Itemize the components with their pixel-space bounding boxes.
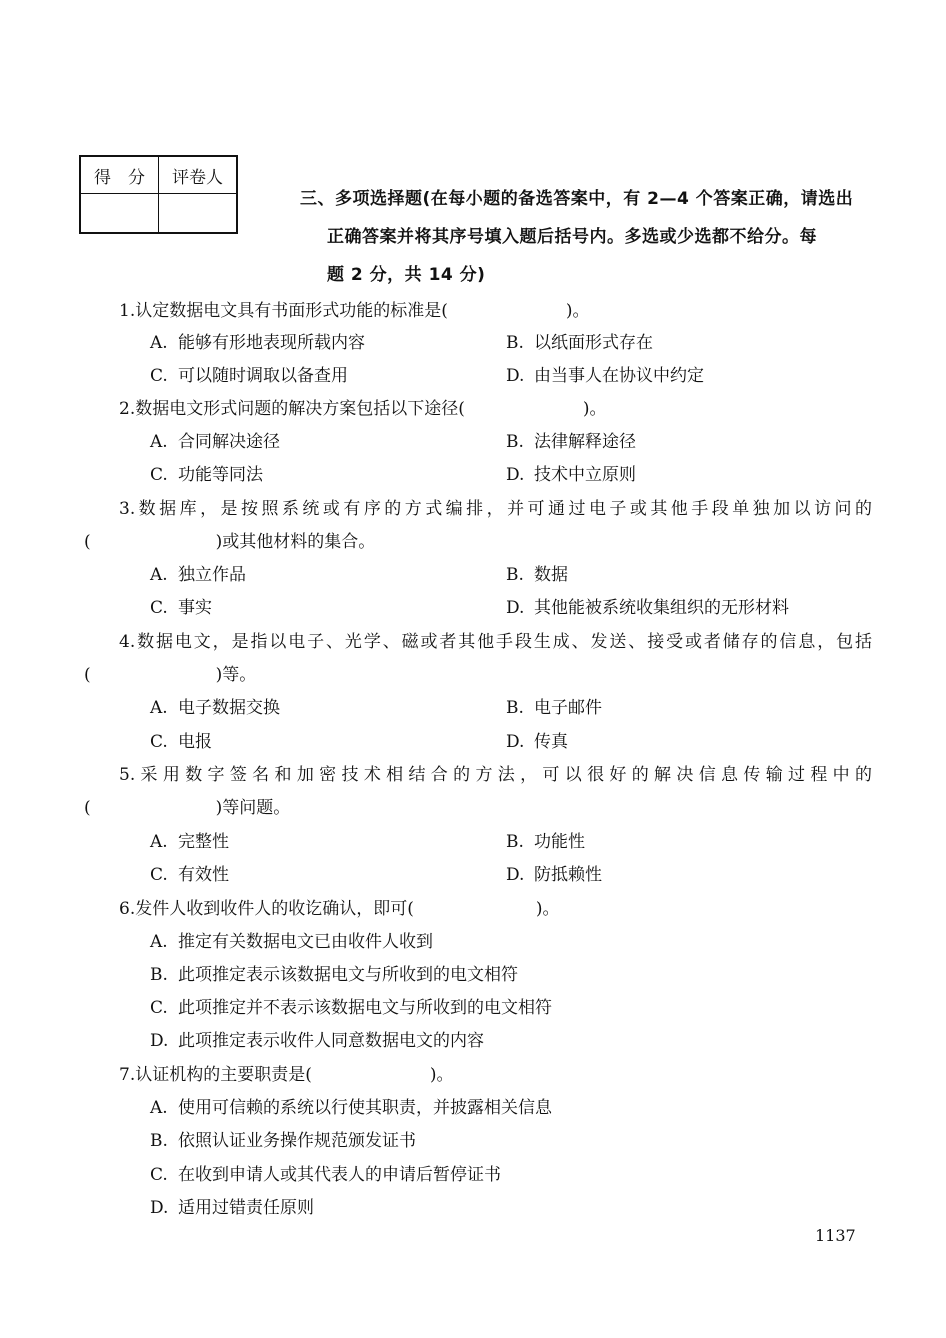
question-2-stem bbox=[119, 393, 872, 426]
option-label: C. bbox=[150, 598, 168, 618]
option-3d[interactable] bbox=[506, 592, 789, 625]
option-7c[interactable] bbox=[150, 1159, 501, 1192]
option-3c[interactable] bbox=[150, 592, 212, 625]
option-text: 法律解释途径 bbox=[534, 432, 636, 452]
option-text: 事实 bbox=[178, 598, 212, 618]
option-label: D. bbox=[506, 366, 525, 386]
section-line-1: 三、多项选择题(在每小题的备选答案中，有 2—4 个答案正确，请选出 bbox=[300, 189, 854, 209]
option-label: D. bbox=[506, 465, 525, 485]
question-5-stem: 5.采用数字签名和加密技术相结合的方法，可以很好的解决信息传输过程中的 bbox=[119, 765, 872, 785]
option-5a[interactable] bbox=[150, 826, 229, 859]
option-text: 适用过错责任原则 bbox=[178, 1198, 314, 1218]
option-label: C. bbox=[150, 366, 168, 386]
option-2b[interactable] bbox=[506, 426, 636, 459]
question-text-end: )等。 bbox=[215, 665, 257, 685]
option-1c[interactable] bbox=[150, 360, 348, 393]
question-6-stem bbox=[119, 893, 872, 926]
question-text: 1.认定数据电文具有书面形式功能的标准是( bbox=[119, 301, 448, 321]
option-label: B. bbox=[506, 432, 524, 452]
option-label: B. bbox=[506, 333, 524, 353]
option-text: 能够有形地表现所载内容 bbox=[178, 333, 365, 353]
question-text-end: )。 bbox=[565, 301, 590, 321]
option-text: 技术中立原则 bbox=[534, 465, 636, 485]
option-label: C. bbox=[150, 865, 168, 885]
option-text: 电子邮件 bbox=[534, 698, 602, 718]
option-text: 功能性 bbox=[534, 832, 585, 852]
option-6c[interactable] bbox=[150, 992, 552, 1025]
option-label: D. bbox=[506, 732, 525, 752]
option-label: C. bbox=[150, 732, 168, 752]
option-text: 防抵赖性 bbox=[534, 865, 602, 885]
option-label: B. bbox=[150, 1131, 168, 1151]
page-number: 1137 bbox=[815, 1226, 856, 1245]
option-text: 其他能被系统收集组织的无形材料 bbox=[534, 598, 789, 618]
score-box bbox=[79, 155, 238, 234]
option-2c[interactable] bbox=[150, 459, 263, 492]
option-label: A. bbox=[150, 698, 168, 718]
option-label: A. bbox=[150, 1098, 168, 1118]
option-2d[interactable] bbox=[506, 459, 636, 492]
open-paren: ( bbox=[84, 532, 91, 552]
option-label: A. bbox=[150, 565, 168, 585]
question-3-continuation bbox=[84, 526, 375, 559]
question-7-stem bbox=[119, 1059, 872, 1092]
option-text: 以纸面形式存在 bbox=[534, 333, 653, 353]
section-line-3: 题 2 分，共 14 分) bbox=[327, 265, 486, 285]
option-label: C. bbox=[150, 1165, 168, 1185]
question-text-end: )。 bbox=[535, 899, 560, 919]
option-label: D. bbox=[506, 865, 525, 885]
option-label: B. bbox=[150, 965, 168, 985]
option-text: 依照认证业务操作规范颁发证书 bbox=[178, 1131, 416, 1151]
option-4a[interactable] bbox=[150, 692, 280, 725]
option-3b[interactable] bbox=[506, 559, 568, 592]
option-text: 传真 bbox=[534, 732, 568, 752]
option-text: 推定有关数据电文已由收件人收到 bbox=[178, 932, 433, 952]
question-text: 7.认证机构的主要职责是( bbox=[119, 1065, 312, 1085]
option-text: 电子数据交换 bbox=[178, 698, 280, 718]
option-label: A. bbox=[150, 932, 168, 952]
option-1b[interactable] bbox=[506, 327, 653, 360]
question-4-continuation bbox=[84, 659, 256, 692]
option-text: 此项推定表示该数据电文与所收到的电文相符 bbox=[178, 965, 518, 985]
question-3-stem: 3.数据库，是按照系统或有序的方式编排，并可通过电子或其他手段单独加以访问的 bbox=[119, 499, 872, 519]
option-label: B. bbox=[506, 698, 524, 718]
option-label: A. bbox=[150, 333, 168, 353]
option-text: 此项推定表示收件人同意数据电文的内容 bbox=[178, 1031, 484, 1051]
option-text: 由当事人在协议中约定 bbox=[534, 366, 704, 386]
open-paren: ( bbox=[84, 798, 91, 818]
option-2a[interactable] bbox=[150, 426, 280, 459]
score-label: 得 分 bbox=[80, 156, 159, 194]
option-text: 功能等同法 bbox=[178, 465, 263, 485]
option-4b[interactable] bbox=[506, 692, 602, 725]
question-1-stem bbox=[119, 295, 872, 328]
option-label: D. bbox=[506, 598, 525, 618]
option-label: D. bbox=[150, 1198, 169, 1218]
option-7b[interactable] bbox=[150, 1125, 416, 1158]
option-4d[interactable] bbox=[506, 726, 568, 759]
option-label: D. bbox=[150, 1031, 169, 1051]
option-text: 数据 bbox=[534, 565, 568, 585]
option-text: 使用可信赖的系统以行使其职责，并披露相关信息 bbox=[178, 1098, 552, 1118]
option-text: 在收到申请人或其代表人的申请后暂停证书 bbox=[178, 1165, 501, 1185]
grader-field[interactable] bbox=[159, 194, 238, 234]
option-7a[interactable] bbox=[150, 1092, 552, 1125]
score-field[interactable] bbox=[80, 194, 159, 234]
option-label: A. bbox=[150, 432, 168, 452]
question-text: 6.发件人收到收件人的收讫确认，即可( bbox=[119, 899, 414, 919]
option-label: A. bbox=[150, 832, 168, 852]
open-paren: ( bbox=[84, 665, 91, 685]
option-1d[interactable] bbox=[506, 360, 704, 393]
option-text: 合同解决途径 bbox=[178, 432, 280, 452]
option-3a[interactable] bbox=[150, 559, 246, 592]
option-text: 此项推定并不表示该数据电文与所收到的电文相符 bbox=[178, 998, 552, 1018]
section-line-2: 正确答案并将其序号填入题后括号内。多选或少选都不给分。每 bbox=[327, 227, 817, 247]
option-label: B. bbox=[506, 832, 524, 852]
option-6a[interactable] bbox=[150, 926, 433, 959]
option-text: 完整性 bbox=[178, 832, 229, 852]
option-6b[interactable] bbox=[150, 959, 518, 992]
option-5c[interactable] bbox=[150, 859, 229, 892]
option-label: C. bbox=[150, 465, 168, 485]
grader-label: 评卷人 bbox=[159, 156, 238, 194]
option-5b[interactable] bbox=[506, 826, 585, 859]
option-text: 电报 bbox=[178, 732, 212, 752]
option-text: 有效性 bbox=[178, 865, 229, 885]
option-7d[interactable] bbox=[150, 1192, 314, 1225]
option-5d[interactable] bbox=[506, 859, 602, 892]
question-text-end: )等问题。 bbox=[215, 798, 291, 818]
question-5-continuation bbox=[84, 792, 290, 825]
option-6d[interactable] bbox=[150, 1025, 484, 1058]
question-4-stem: 4.数据电文，是指以电子、光学、磁或者其他手段生成、发送、接受或者储存的信息，包括 bbox=[119, 632, 872, 652]
question-text-end: )。 bbox=[429, 1065, 454, 1085]
question-text: 2.数据电文形式问题的解决方案包括以下途径( bbox=[119, 399, 465, 419]
option-label: C. bbox=[150, 998, 168, 1018]
option-text: 独立作品 bbox=[178, 565, 246, 585]
option-label: B. bbox=[506, 565, 524, 585]
option-4c[interactable] bbox=[150, 726, 212, 759]
question-text-end: )。 bbox=[582, 399, 607, 419]
question-text-end: )或其他材料的集合。 bbox=[215, 532, 376, 552]
option-text: 可以随时调取以备查用 bbox=[178, 366, 348, 386]
option-1a[interactable] bbox=[150, 327, 365, 360]
section-heading bbox=[300, 180, 870, 294]
